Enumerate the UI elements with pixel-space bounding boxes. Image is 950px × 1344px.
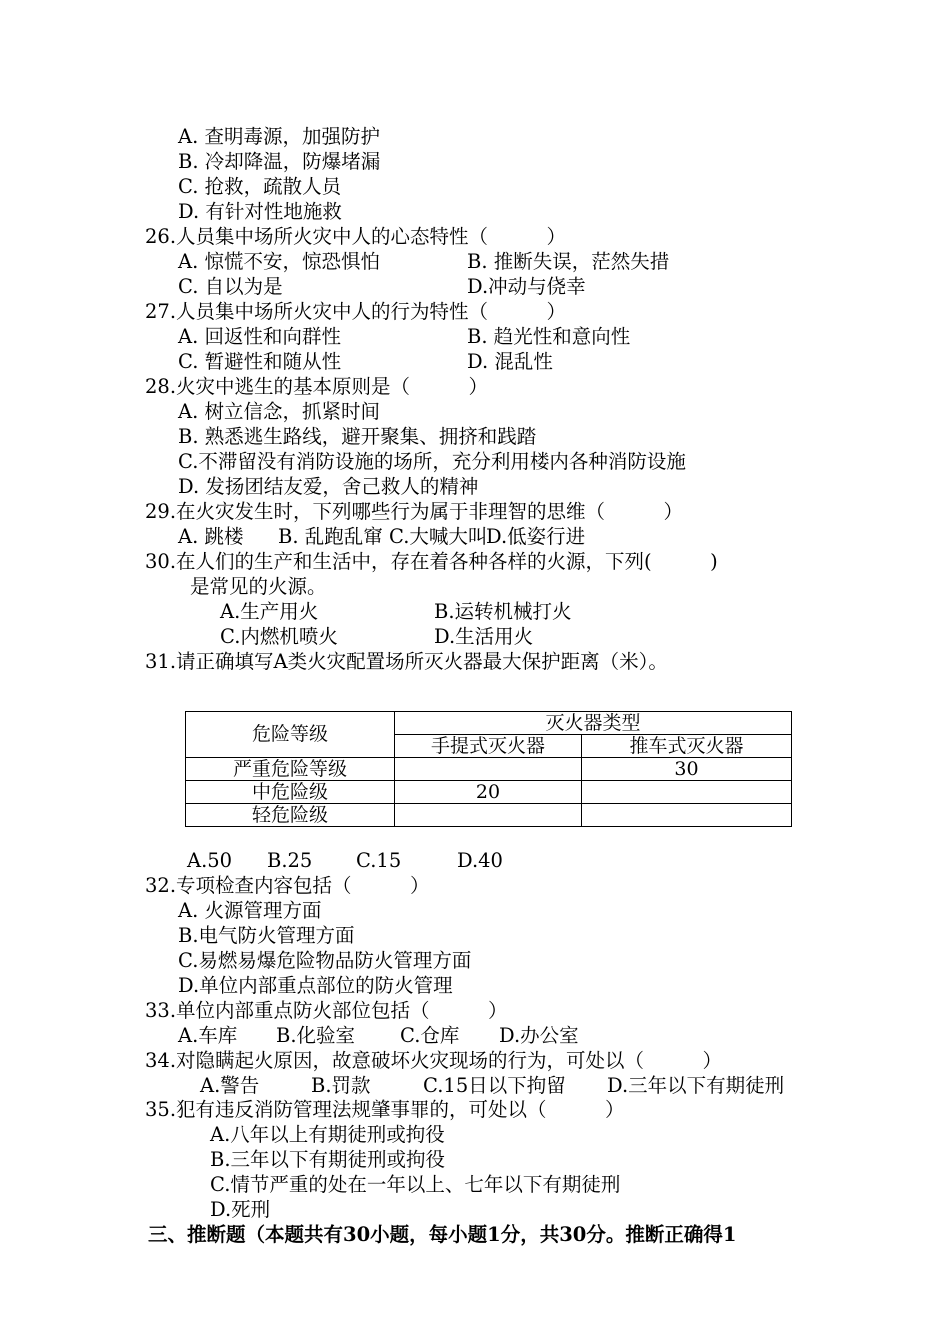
text-line: B.化验室: [276, 1024, 356, 1047]
text-line: B. 趋光性和意向性: [467, 325, 631, 348]
text-line: 31.请正确填写A类火灾配置场所灭火器最大保护距离（米）。: [145, 650, 668, 673]
text-line: B.25: [267, 849, 313, 872]
text-line: C.内燃机喷火: [220, 625, 338, 648]
text-line: B. 推断失误，茫然失措: [467, 250, 670, 273]
text-line: C.15日以下拘留: [423, 1074, 566, 1097]
hazard-level-header: 危险等级: [186, 712, 395, 758]
text-line: C. 自以为是: [178, 275, 283, 298]
text-line: 32.专项检查内容包括（ ）: [145, 874, 430, 897]
text-line: B.三年以下有期徒刑或拘役: [210, 1148, 446, 1171]
text-line: C.易燃易爆危险物品防火管理方面: [178, 949, 472, 972]
text-line: C. 抢救，疏散人员: [178, 175, 342, 198]
portable-distance-cell: [395, 804, 582, 827]
hazard-level-cell: 轻危险级: [186, 804, 395, 827]
text-line: A.八年以上有期徒刑或拘役: [210, 1123, 445, 1146]
text-line: B. 乱跑乱窜: [278, 525, 383, 548]
text-line: 26.人员集中场所火灾中人的心态特性（ ）: [145, 225, 567, 248]
text-line: C.不滞留没有消防设施的场所，充分利用楼内各种消防设施: [178, 450, 686, 473]
text-line: A. 树立信念，抓紧时间: [178, 400, 380, 423]
text-line: B. 冷却降温，防爆堵漏: [178, 150, 381, 173]
text-line: A. 惊慌不安，惊恐惧怕: [178, 250, 380, 273]
text-line: D.低姿行进: [486, 525, 586, 548]
text-line: D. 发扬团结友爱，舍己救人的精神: [178, 475, 479, 498]
text-line: 是常见的火源。: [190, 575, 327, 598]
text-line: 28.火灾中逃生的基本原则是（ ）: [145, 375, 489, 398]
text-line: A.警告: [200, 1074, 260, 1097]
text-line: 35.犯有违反消防管理法规肇事罪的，可处以（ ）: [145, 1098, 625, 1121]
text-line: D.生活用火: [434, 625, 534, 648]
table-row: [186, 758, 792, 781]
text-line: C.情节严重的处在一年以上、七年以下有期徒刑: [210, 1173, 621, 1196]
text-line: D.冲动与侥幸: [467, 275, 586, 298]
table-row: [186, 804, 792, 827]
text-line: A. 跳楼: [178, 525, 244, 548]
text-line: B.运转机械打火: [434, 600, 572, 623]
portable-extinguisher-header: 手提式灭火器: [395, 735, 582, 758]
text-line: D.三年以下有期徒刑: [607, 1074, 785, 1097]
text-line: D.死刑: [210, 1198, 271, 1221]
text-line: D.40: [457, 849, 503, 872]
text-line: D.办公室: [499, 1024, 579, 1047]
text-line: D. 有针对性地施救: [178, 200, 342, 223]
cart-distance-cell: [582, 804, 792, 827]
table-row: [186, 781, 792, 804]
text-line: B.罚款: [311, 1074, 371, 1097]
text-line: D. 混乱性: [467, 350, 553, 373]
hazard-level-cell: 严重危险等级: [186, 758, 395, 781]
text-line: D.单位内部重点部位的防火管理: [178, 974, 453, 997]
text-line: 27.人员集中场所火灾中人的行为特性（ ）: [145, 300, 567, 323]
text-line: B.电气防火管理方面: [178, 924, 355, 947]
cart-distance-cell: 30: [582, 758, 792, 781]
text-line: A.生产用火: [220, 600, 319, 623]
portable-distance-cell: [395, 758, 582, 781]
text-line: A. 查明毒源，加强防护: [178, 125, 380, 148]
text-line: 29.在火灾发生时，下列哪些行为属于非理智的思维（ ）: [145, 500, 684, 523]
text-line: C.15: [356, 849, 402, 872]
text-line: A. 火源管理方面: [178, 899, 322, 922]
cart-distance-cell: [582, 781, 792, 804]
text-line: A. 回返性和向群性: [178, 325, 341, 348]
portable-distance-cell: 20: [395, 781, 582, 804]
extinguisher-type-header: 灭火器类型: [395, 712, 792, 735]
text-line: A.车库: [178, 1024, 238, 1047]
text-line: 30.在人们的生产和生活中，存在着各种各样的火源，下列( ): [145, 550, 718, 573]
text-line: C. 暂避性和随从性: [178, 350, 342, 373]
text-line: A.50: [187, 849, 233, 872]
cart-extinguisher-header: 推车式灭火器: [582, 735, 792, 758]
text-line: 33.单位内部重点防火部位包括（ ）: [145, 999, 508, 1022]
extinguisher-distance-table: [185, 711, 792, 827]
text-line: 34.对隐瞒起火原因，故意破坏火灾现场的行为，可处以（ ）: [145, 1049, 723, 1072]
hazard-level-cell: 中危险级: [186, 781, 395, 804]
text-line: C.仓库: [400, 1024, 460, 1047]
text-line: C.大喊大叫: [389, 525, 488, 548]
section-heading: 三、推断题（本题共有30小题，每小题1分，共30分。推断正确得1: [148, 1223, 737, 1246]
text-line: B. 熟悉逃生路线，避开聚集、拥挤和践踏: [178, 425, 537, 448]
